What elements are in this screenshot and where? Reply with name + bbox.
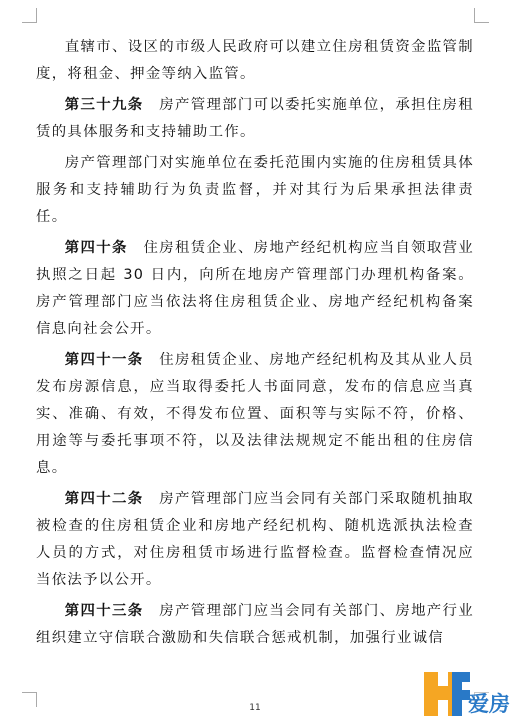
- article-heading: 第三十九条: [64, 97, 144, 113]
- paragraph-text: 住房租赁企业、房地产经纪机构及其从业人员发布房源信息，应当取得委托人书面同意，发布的信息应当真实、准确、有效，不得发布位置、面积等与实际不符，价格、用途等与委托事项不符，以及法律法规规定不能出租的住房信息。: [36, 352, 474, 476]
- paragraph: [36, 598, 474, 652]
- paragraph: [36, 347, 474, 482]
- page-number: 11: [249, 703, 261, 713]
- paragraph-text: 房产管理部门可以委托实施单位，承担住房租赁的具体服务和支持辅助工作。: [36, 97, 474, 140]
- paragraph-text: 房产管理部门应当会同有关部门、房地产行业组织建立守信联合激励和失信联合惩戒机制，加强行业诚信: [36, 603, 474, 646]
- article-heading: 第四十一条: [64, 352, 144, 368]
- paragraph-text: 住房租赁企业、房地产经纪机构应当自领取营业执照之日起 30 日内，向所在地房产管理部门办理机构备案。房产管理部门应当依法将住房租赁企业、房地产经纪机构备案信息向社会公开。: [36, 240, 474, 337]
- paragraph-text: 房产管理部门应当会同有关部门采取随机抽取被检查的住房租赁企业和房地产经纪机构、随机选派执法检查人员的方式，对住房租赁市场进行监督检查。监督检查情况应当依法予以公开。: [36, 491, 474, 588]
- paragraph: [36, 150, 474, 231]
- article-heading: 第四十二条: [64, 491, 144, 507]
- paragraph: [36, 486, 474, 594]
- crop-mark-top-right: [474, 8, 489, 23]
- brand-logo-text: 爱房: [468, 692, 510, 716]
- document-body: [36, 34, 474, 652]
- article-heading: 第四十条: [64, 240, 128, 256]
- article-heading: 第四十三条: [64, 603, 144, 619]
- paragraph-text: 房产管理部门对实施单位在委托范围内实施的住房租赁具体服务和支持辅助行为负责监督，并对其行为后果承担法律责任。: [36, 155, 474, 225]
- paragraph: [36, 92, 474, 146]
- paragraph: [36, 34, 474, 88]
- crop-mark-top-left: [22, 8, 37, 23]
- paragraph-text: 直辖市、设区的市级人民政府可以建立住房租赁资金监管制度，将租金、押金等纳入监管。: [36, 39, 474, 82]
- paragraph: [36, 235, 474, 343]
